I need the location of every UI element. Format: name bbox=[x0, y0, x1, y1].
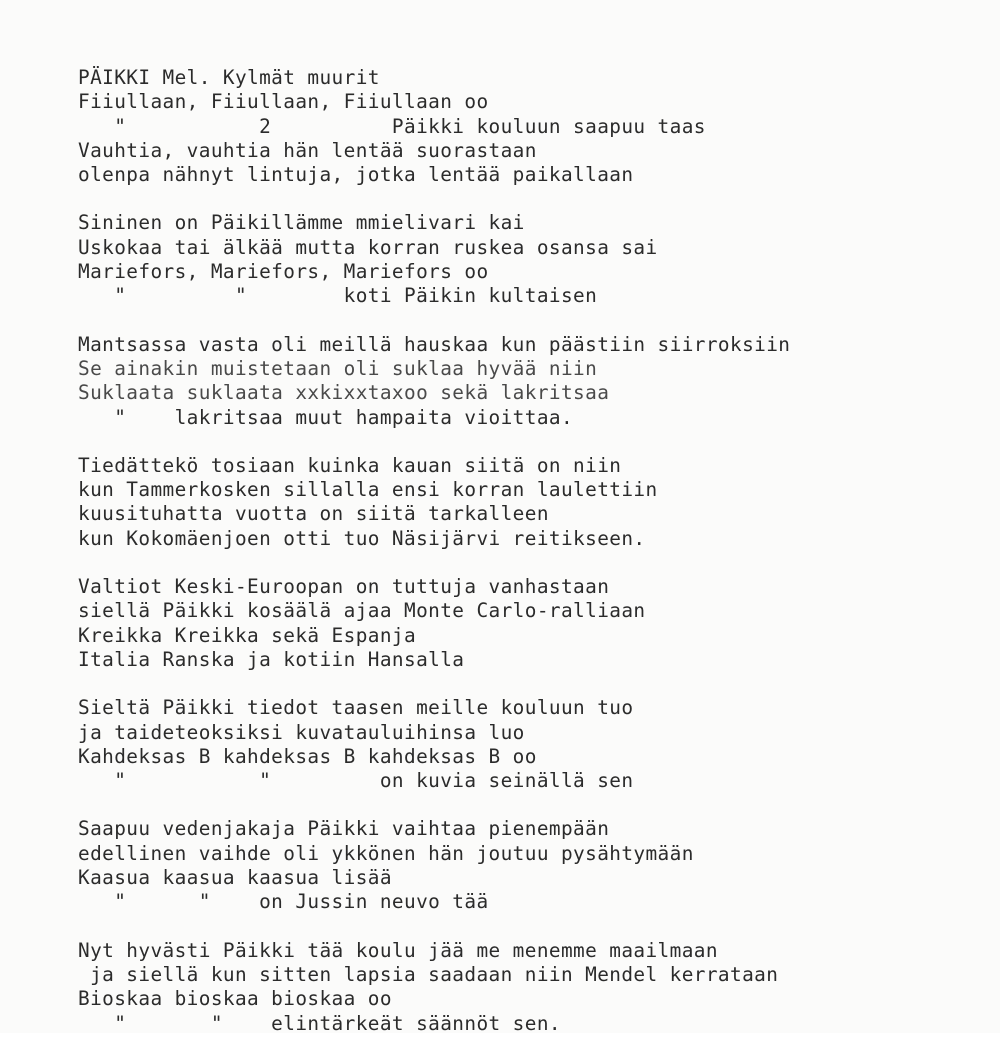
lyric-line: Mariefors, Mariefors, Mariefors oo bbox=[78, 260, 489, 284]
lyric-line: Sininen on Päikillämme mmielivari kai bbox=[78, 211, 525, 235]
lyric-line: Bioskaa bioskaa bioskaa oo bbox=[78, 987, 392, 1011]
lyric-line: Mantsassa vasta oli meillä hauskaa kun päästiin siirroksiin bbox=[78, 332, 791, 356]
lyric-line: " 2 Päikki kouluun saapuu taas bbox=[78, 114, 706, 138]
lyric-line: " lakritsaa muut hampaita vioittaa. bbox=[78, 405, 574, 429]
lyric-line: Se ainakin muistetaan oli suklaa hyvää niin bbox=[78, 356, 598, 380]
lyric-line: kuusituhatta vuotta on siitä tarkalleen bbox=[78, 502, 549, 526]
lyric-line: Valtiot Keski-Euroopan on tuttuja vanhastaan bbox=[78, 575, 610, 599]
lyric-line: Italia Ranska ja kotiin Hansalla bbox=[78, 647, 465, 671]
lyric-line: Uskokaa tai älkää mutta korran ruskea osansa sai bbox=[78, 235, 658, 259]
lyric-line: Saapuu vedenjakaja Päikki vaihtaa pienempään bbox=[78, 817, 610, 841]
lyric-line: Kaasua kaasua kaasua lisää bbox=[78, 866, 392, 890]
lyric-line: kun Tammerkosken sillalla ensi korran laulettiin bbox=[78, 478, 658, 502]
stanza-7 bbox=[78, 817, 993, 914]
lyric-line: siellä Päikki kosäälä ajaa Monte Carlo-ralliaan bbox=[78, 599, 646, 623]
stanza-6 bbox=[78, 696, 993, 793]
stanza-5 bbox=[78, 575, 993, 672]
lyric-line: kun Kokomäenjoen otti tuo Näsijärvi reitikseen. bbox=[78, 526, 646, 550]
lyric-line: Vauhtia, vauhtia hän lentää suorastaan bbox=[78, 138, 537, 162]
lyric-line: Sieltä Päikki tiedot taasen meille kouluun tuo bbox=[78, 696, 634, 720]
song-lyrics bbox=[78, 66, 993, 1060]
lyric-line: Suklaata suklaata xxkixxtaxoo sekä lakritsaa bbox=[78, 381, 610, 405]
lyric-line: " " on kuvia seinällä sen bbox=[78, 769, 634, 793]
lyric-line: ja siellä kun sitten lapsia saadaan niin Mendel kerrataan bbox=[78, 962, 779, 986]
stanza-4 bbox=[78, 454, 993, 551]
stanza-8 bbox=[78, 939, 993, 1036]
lyric-line: Kahdeksas B kahdeksas B kahdeksas B oo bbox=[78, 744, 537, 768]
lyric-line: " " on Jussin neuvo tää bbox=[78, 890, 489, 914]
stanza-2 bbox=[78, 211, 993, 308]
lyric-line: olenpa nähnyt lintuja, jotka lentää paikallaan bbox=[78, 163, 634, 187]
lyric-line: edellinen vaihde oli ykkönen hän joutuu pysähtymään bbox=[78, 841, 694, 865]
lyric-line: Nyt hyvästi Päikki tää koulu jää me menemme maailmaan bbox=[78, 938, 718, 962]
lyric-line: Kreikka Kreikka sekä Espanja bbox=[78, 623, 417, 647]
lyric-line: Fiiullaan, Fiiullaan, Fiiullaan oo bbox=[78, 90, 489, 114]
lyric-line: " " koti Päikin kultaisen bbox=[78, 284, 598, 308]
stanza-1 bbox=[78, 66, 993, 187]
lyric-line: ja taideteoksiksi kuvatauluihinsa luo bbox=[78, 720, 525, 744]
song-title-line: PÄIKKI Mel. Kylmät muurit bbox=[78, 66, 380, 89]
lyric-line: " " elintärkeät säännöt sen. bbox=[78, 1011, 561, 1035]
stanza-3 bbox=[78, 333, 993, 430]
lyric-line: Tiedättekö tosiaan kuinka kauan siitä on niin bbox=[78, 453, 622, 477]
